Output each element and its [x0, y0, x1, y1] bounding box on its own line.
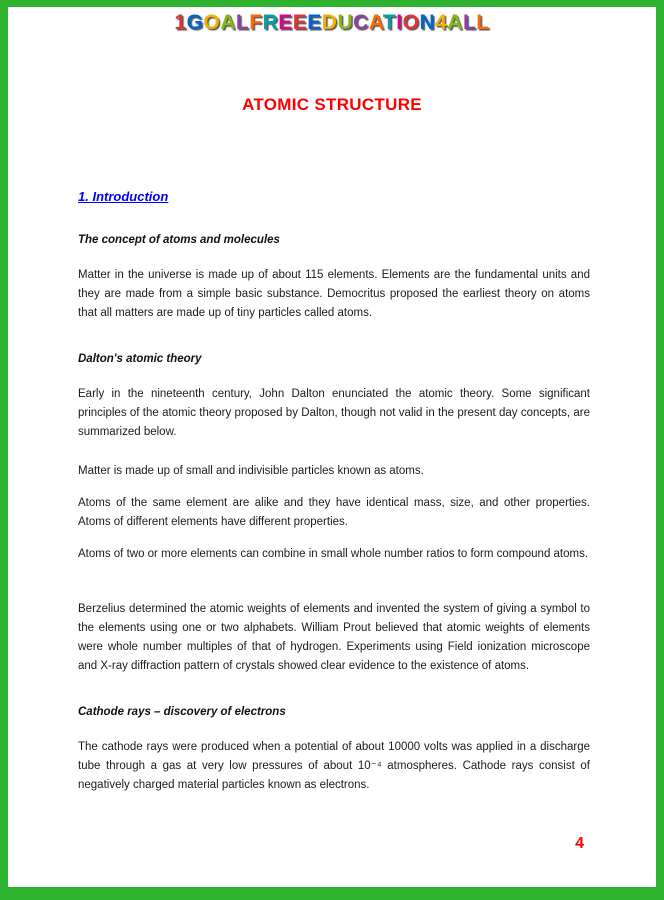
paragraph-principle-3: Atoms of two or more elements can combine in small whole number ratios to form compound atoms. [78, 548, 589, 560]
section-heading-introduction: 1. Introduction [78, 189, 169, 204]
wordmark-letter: A [368, 11, 383, 34]
paragraph-cathode-rays: The cathode rays were produced when a potential of about 10000 volts was applied in a discharge tube through a gas at very low pressures of about 10⁻⁴ atmospheres. Cathode rays consist of negatively charged material particles known as electrons. [78, 741, 590, 791]
wordmark-letter: U [337, 11, 354, 34]
wordmark-letter: G [186, 11, 204, 34]
wordmark-letter: I [396, 11, 403, 34]
wordmark-letter: 4 [435, 11, 448, 34]
page-number: 4 [575, 835, 584, 852]
document-page [8, 7, 656, 887]
wordmark-letter: A [220, 11, 236, 34]
wordmark-letter: F [249, 11, 263, 34]
subheading-cathode-rays: Cathode rays – discovery of electrons [78, 706, 286, 718]
wordmark-letter: L [462, 11, 477, 34]
wordmark-letter: T [382, 11, 397, 34]
paragraph-dalton: Early in the nineteenth century, John Dalton enunciated the atomic theory. Some significant principles of the atomic theory proposed by Dalton, though not valid in the present day concepts, are summarized below. [78, 388, 590, 438]
wordmark-letter: O [203, 11, 221, 34]
wordmark-letter: E [278, 11, 293, 34]
subheading-concept-of-atoms: The concept of atoms and molecules [78, 234, 280, 246]
wordmark-letter: L [476, 11, 490, 34]
wordmark-letter: 1 [174, 11, 187, 34]
wordmark-letter: D [321, 11, 338, 34]
wordmark-letter: C [353, 11, 369, 34]
paragraph-berzelius: Berzelius determined the atomic weights of elements and invented the system of giving a symbol to the elements using one or two alphabets. William Prout believed that atomic weights of elements were whole number multiples of that of hydrogen. Experiments using Field ionization microscope and X-ray diffraction pattern of crystals showed clear evidence to the existence of atoms. [78, 603, 590, 672]
wordmark-letter: O [402, 11, 420, 34]
document-body [8, 189, 656, 795]
wordmark-letter: A [447, 11, 463, 34]
wordmark-letter: E [307, 11, 322, 34]
wordmark-letter: E [292, 11, 308, 34]
paragraph-elements: Matter in the universe is made up of about 115 elements. Elements are the fundamental units and they are made from a simple basic substance. Democritus proposed the earliest theory on atoms that all matters are made up of tiny particles called atoms. [78, 269, 590, 319]
wordmark-letter: L [235, 11, 250, 34]
paragraph-principle-2: Atoms of the same element are alike and they have identical mass, size, and other properties. Atoms of different elements have different properties. [78, 497, 590, 528]
paragraph-principle-1: Matter is made up of small and indivisible particles known as atoms. [78, 465, 424, 477]
subheading-daltons-atomic-theory: Dalton's atomic theory [78, 353, 202, 365]
wordmark-letter: N [419, 11, 436, 34]
page-title: ATOMIC STRUCTURE [242, 95, 422, 114]
header-wordmark [8, 7, 656, 35]
wordmark-letter: R [262, 11, 279, 34]
